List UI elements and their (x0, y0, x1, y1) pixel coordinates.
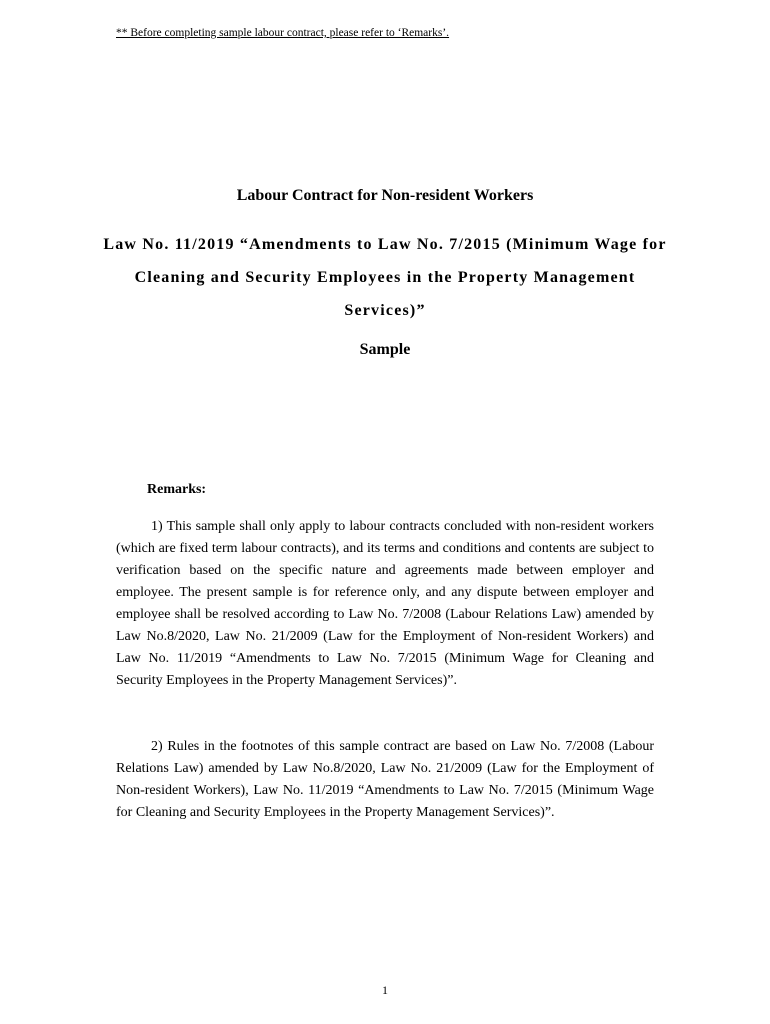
remark-item-1: 1) This sample shall only apply to labour contracts concluded with non-resident workers (which are fixed term labour contracts), and its terms and conditions and contents are subject to verification based on the specific nature and agreements made between employer and employee. The present sample is for reference only, and any dispute between employer and employee shall be resolved according to Law No. 7/2008 (Labour Relations Law) amended by Law No.8/2020, Law No. 21/2009 (Law for the Employment of Non-resident Workers) and Law No. 11/2019 “Amendments to Law No. 7/2015 (Minimum Wage for Cleaning and Security Employees in the Property Management Services)”. (116, 519, 654, 688)
top-note: ** Before completing sample labour contract, please refer to ‘Remarks’. (116, 27, 450, 39)
page-number: 1 (382, 983, 388, 997)
law-title: Law No. 11/2019 “Amendments to Law No. 7/2015 (Minimum Wage for Cleaning and Security Employees in the Property Management Services)” (103, 236, 667, 319)
contract-title: Labour Contract for Non-resident Workers (236, 187, 534, 204)
remark-item-2: 2) Rules in the footnotes of this sample contract are based on Law No. 7/2008 (Labour Relations Law) amended by Law No.8/2020, Law No. 21/2009 (Law for the Employment of Non-resident Workers), Law No. 11/2019 “Amendments to Law No. 7/2015 (Minimum Wage for Cleaning and Security Employees in the Property Management Services)”. (116, 739, 654, 820)
sample-label: Sample (359, 341, 411, 358)
remarks-heading: Remarks: (147, 482, 207, 497)
